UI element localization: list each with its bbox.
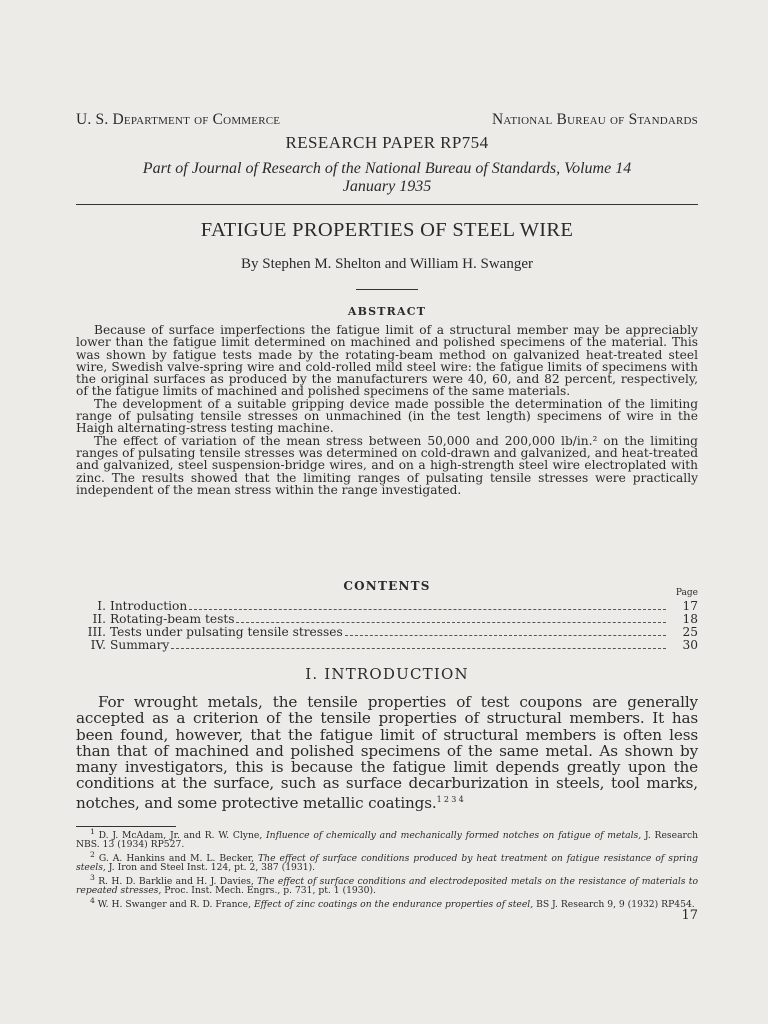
page-number: 17 [681, 908, 698, 923]
header-rule [76, 204, 698, 205]
introduction-text: For wrought metals, the tensile properties of test coupons are generally accepted as a criterion of the tensile properties of structural members. It has been found, however, that the fatigue limit of structural members is often less than that of machined and polished specimens of the same metal. As shown by many investigators, this is because the fatigue limit depends greatly upon the conditions at the surface, such as surface decarburization in steels, tool marks, notches, and some protective metallic coatings. [76, 693, 698, 812]
department-name: U. S. Department of Commerce [76, 111, 281, 128]
footnote-mark: 3 [90, 872, 95, 882]
toc-leader [171, 648, 666, 649]
toc-leader [345, 635, 666, 636]
toc-leader [236, 622, 666, 623]
toc-number: I. [97, 599, 106, 613]
journal-line-1: Part of Journal of Research of the National Bureau of Standards, Volume 14 [142, 160, 632, 177]
table-of-contents [76, 590, 698, 652]
footnote-source: J. Research NBS. 13 (1934) RP527. [76, 830, 699, 851]
abstract-paragraph-3: The effect of variation of the mean stress between 50,000 and 200,000 lb/in.² on the limiting ranges of pulsating tensile stresses was determined on cold-drawn and galvanized, and heat-treated and galvanized, steel suspension-bridge wires, and on a high-strength steel wire electroplated with zinc. The results showed that the limiting ranges of pulsating tensile stresses were practically independent of the mean stress within the range investigated. [76, 433, 698, 497]
toc-number: IV. [90, 638, 106, 652]
footnote-title: The effect of surface conditions produced by heat treatment on fatigue resistance of spring steels, [76, 852, 698, 874]
journal-citation [76, 160, 698, 196]
toc-leader [189, 609, 666, 610]
toc-item [76, 626, 698, 639]
footnote [76, 850, 698, 873]
toc-page: 18 [682, 612, 698, 626]
footnote-authors: D. J. McAdam, Jr. and R. W. Clyne, [98, 830, 267, 842]
bureau-name: National Bureau of Standards [492, 111, 698, 128]
contents-heading: CONTENTS [343, 579, 431, 593]
title-divider [356, 289, 418, 290]
footnote-title: The effect of surface conditions and electrodeposited metals on the resistance of materials to repeated stresses, [76, 875, 699, 897]
research-paper-id: RESEARCH PAPER RP754 [285, 133, 489, 152]
contents-page-label: Page [675, 588, 698, 598]
introduction-heading: I. INTRODUCTION [305, 665, 469, 683]
toc-item [76, 639, 698, 652]
paper-title: FATIGUE PROPERTIES OF STEEL WIRE [200, 219, 574, 241]
toc-label: Tests under pulsating tensile stresses [110, 625, 343, 639]
abstract-paragraph-2: The development of a suitable gripping device made possible the determination of the limiting range of pulsating tensile stresses on unmachined (in the test length) specimens of wire in the Haigh alternating-stress testing machine. [76, 396, 698, 436]
toc-number: II. [92, 612, 106, 626]
footnote-mark: 1 [90, 827, 95, 836]
abstract-heading: ABSTRACT [347, 305, 427, 318]
footnote-mark: 2 [90, 849, 95, 859]
footnote-authors: W. H. Swanger and R. D. France, [97, 898, 254, 910]
toc-number: III. [87, 625, 106, 639]
running-header [76, 111, 698, 129]
introduction-body [76, 694, 698, 811]
abstract-paragraph-1: Because of surface imperfections the fatigue limit of a structural member may be appreciably lower than the fatigue limit determined on machined and polished specimens of the material. This was shown by fatigue tests made by the rotating-beam method on galvanized heat-treated steel wire, Swedish valve-spring wire and cold-rolled mild steel wire: the fatigue limits of specimens with the original surfaces as produced by the manufacturers were 40, 60, and 82 percent, respectively, of the fatigue limits of machined and polished specimens of the same materials. [76, 323, 698, 399]
footnote-authors: R. H. D. Barklie and H. J. Davies, [98, 875, 258, 887]
toc-label: Introduction [110, 599, 188, 613]
footnote-source: J. Iron and Steel Inst. 124, pt. 2, 387 (1931). [105, 862, 316, 874]
footnotes [76, 827, 698, 909]
toc-page: 17 [682, 599, 698, 613]
footnote [76, 827, 698, 850]
footnote-title: Effect of zinc coatings on the endurance properties of steel, [253, 898, 534, 910]
paper-authors: By Stephen M. Shelton and William H. Swanger [240, 256, 533, 272]
toc-page: 25 [682, 625, 698, 639]
footnote-source: Proc. Inst. Mech. Engrs., p. 731, pt. 1 (1930). [161, 885, 376, 897]
footnote-source: BS J. Research 9, 9 (1932) RP454. [533, 898, 695, 910]
abstract-body [76, 324, 698, 496]
toc-page: 30 [682, 638, 698, 652]
toc-label: Rotating-beam tests [110, 612, 235, 626]
footnote-references: 1 2 3 4 [436, 794, 464, 804]
footnote-title: Influence of chemically and mechanically formed notches on fatigue of metals, [266, 830, 642, 842]
toc-label: Summary [110, 638, 170, 652]
footnote-authors: G. A. Hankins and M. L. Becker, [98, 852, 259, 864]
footnote-mark: 4 [90, 895, 95, 905]
footnote [76, 873, 698, 896]
journal-date: January 1935 [342, 178, 432, 195]
footnote [76, 896, 698, 909]
